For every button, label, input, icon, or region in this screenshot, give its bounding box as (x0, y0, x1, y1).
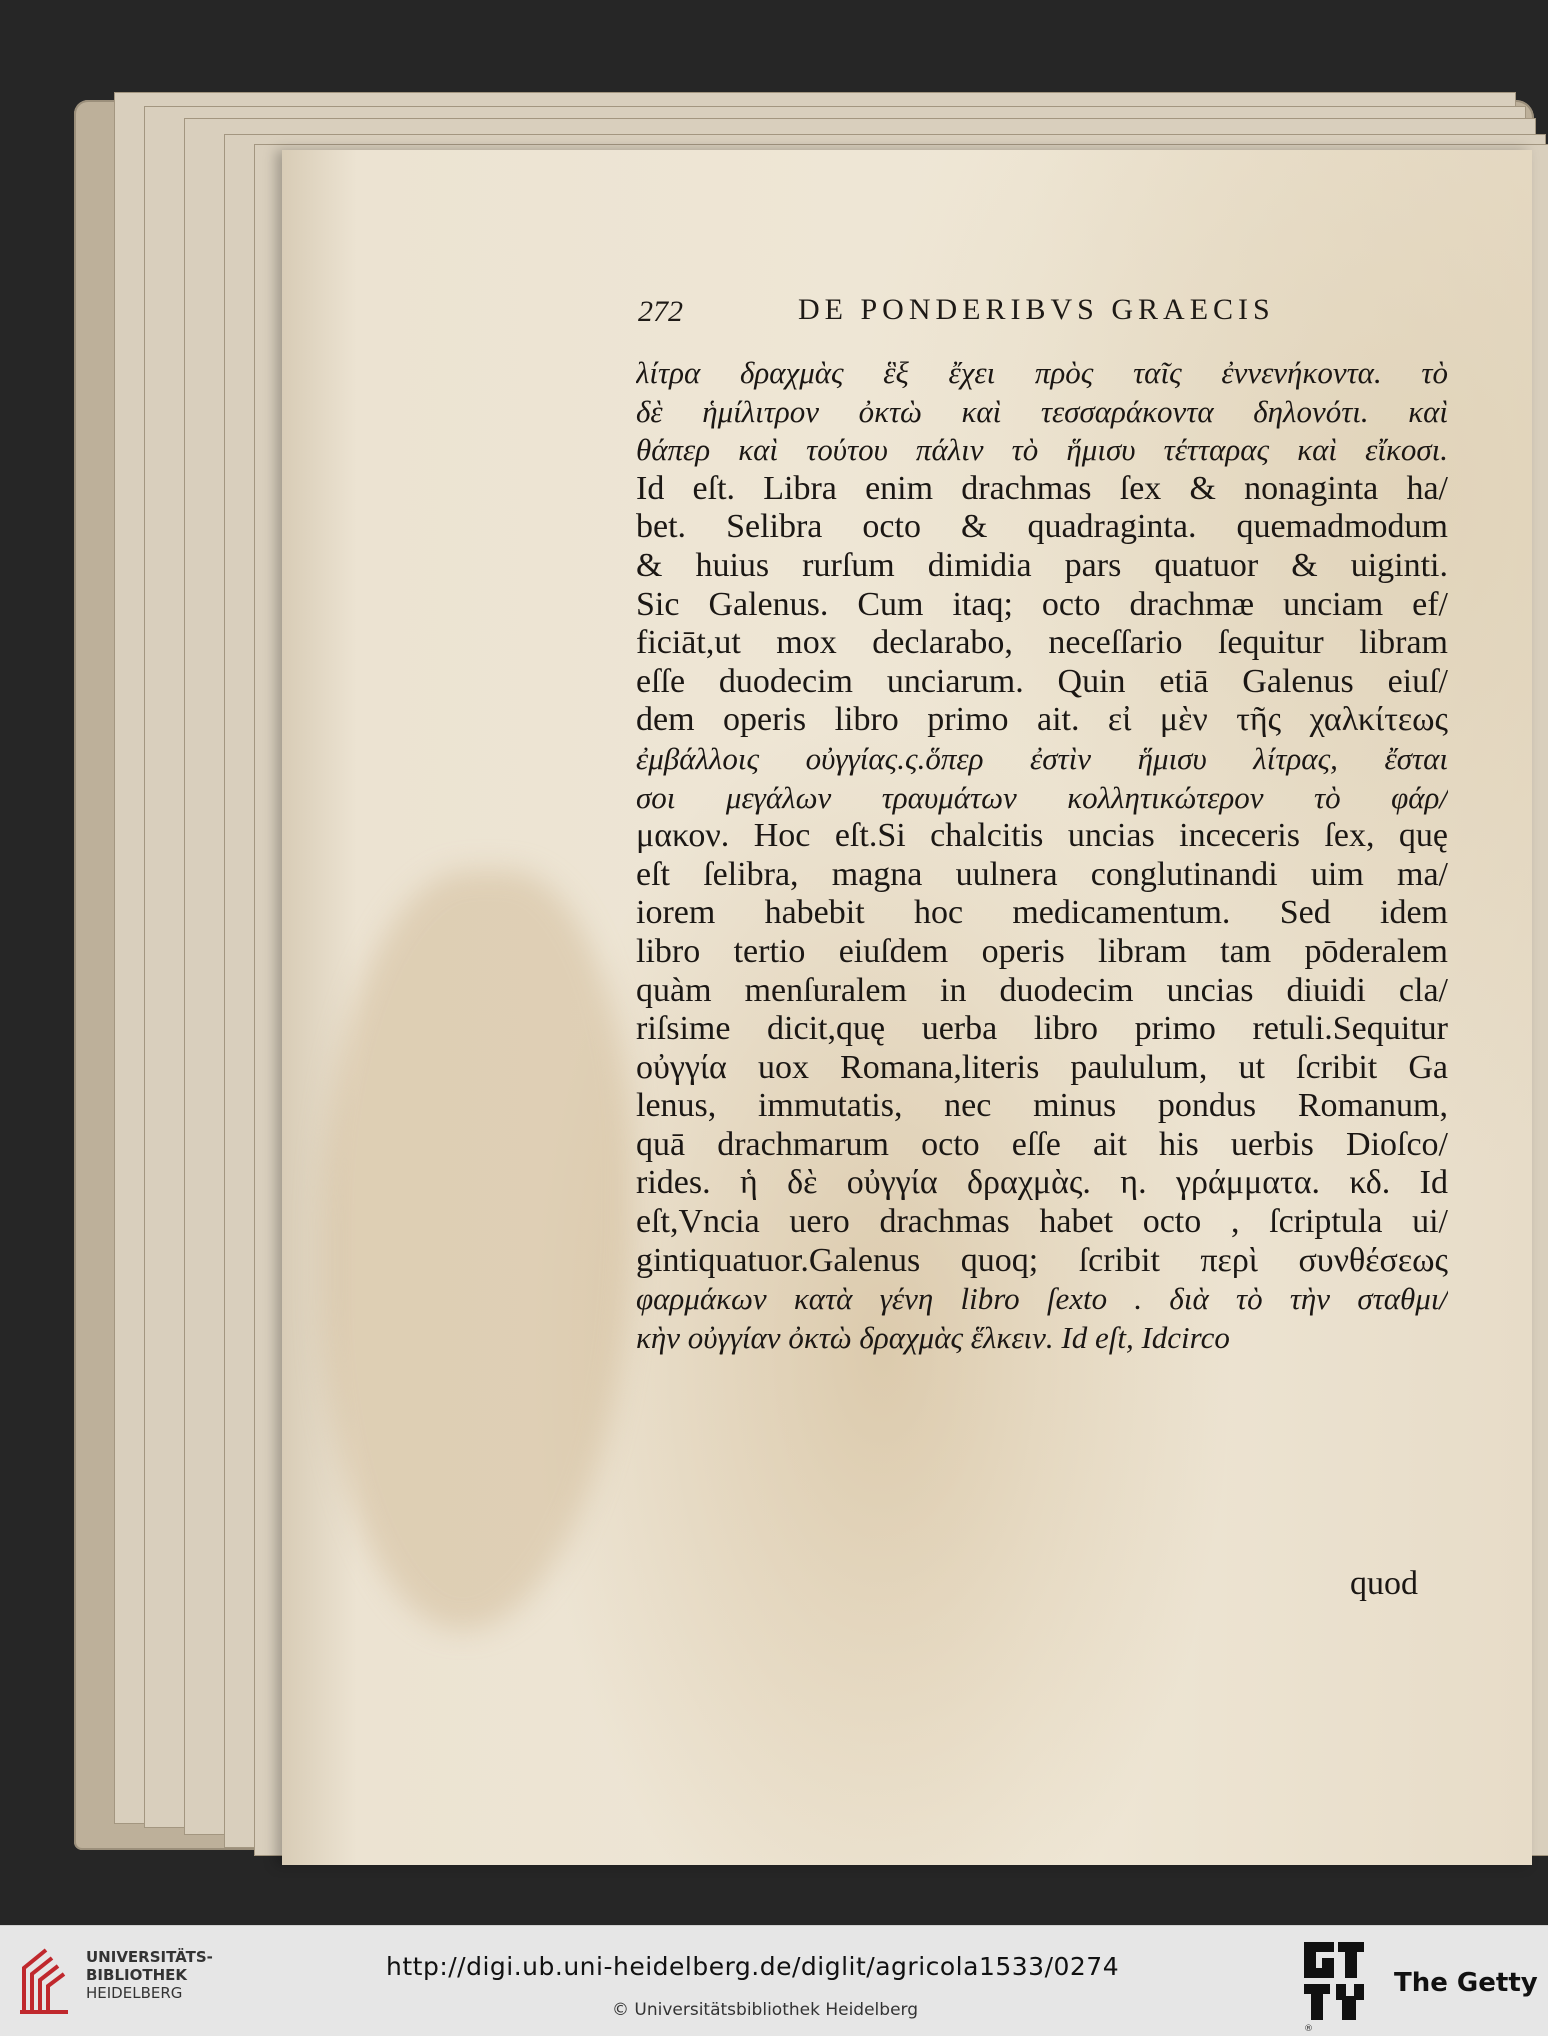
text-line: quàm menſuralem in duodecim uncias diuidi cla/ (636, 971, 1448, 1009)
text-line: οὐγγία uox Romana,literis paululum, ut ſcribit Ga (636, 1048, 1448, 1086)
viewer-footer (0, 1925, 1548, 2036)
text-line: lenus, immutatis, nec minus pondus Romanum, (636, 1087, 1448, 1125)
text-line: & huius rurſum dimidia pars quatuor & uiginti. (636, 546, 1448, 584)
library-name (86, 1948, 213, 2002)
catchword: quod (1350, 1565, 1418, 1602)
text-line: bet. Selibra octo & quadraginta. quemadmodum (636, 508, 1448, 546)
text-line: κὴν οὐγγίαν ὀκτὼ δραχμὰς ἕλκειν. Id eſt, Idcirco (636, 1319, 1230, 1355)
water-stain (322, 870, 632, 1630)
text-line: quā drachmarum octo eſſe ait his uerbis Dioſco/ (636, 1125, 1448, 1163)
text-line: eſt,Vncia uero drachmas habet octo , ſcriptula ui/ (636, 1203, 1448, 1241)
text-block (636, 354, 1448, 1357)
permalink-url[interactable]: http://digi.ub.uni-heidelberg.de/diglit/agricola1533/0274 (386, 1952, 1120, 1981)
copyright-notice: © Universitätsbibliothek Heidelberg (612, 2000, 919, 2020)
running-head (638, 293, 1448, 337)
text-line: gintiquatuor.Galenus quoq; ſcribit περὶ συνθέσεως (636, 1241, 1448, 1279)
ub-heidelberg-logo-icon[interactable] (16, 1940, 76, 2020)
text-line: eſſe duodecim unciarum. Quin etiā Galenus eiuſ/ (636, 662, 1448, 700)
text-line: rides. ἡ δὲ οὐγγία δραχμὰς. η. γράμματα. κδ. Id (636, 1164, 1448, 1202)
text-line: ficiāt,ut mox declarabo, neceſſario ſequitur libram (636, 624, 1448, 662)
library-name-line: BIBLIOTHEK (86, 1966, 187, 1984)
text-line: λίτρα δραχμὰς ἓξ ἔχει πρὸς ταῖς ἐννενήκοντα. τὸ (636, 355, 1448, 390)
text-line: θάπερ καὶ τούτου πάλιν τὸ ἥμισυ τέτταρας καὶ εἴκοσι. (636, 432, 1448, 468)
text-line: Sic Galenus. Cum itaq; octo drachmæ unciam ef/ (636, 585, 1448, 623)
running-head-title: DE PONDERIBVS GRAECIS (798, 293, 1275, 326)
text-line: δὲ ἡμίλιτρον ὀκτὼ καὶ τεσσαράκοντα δηλονότι. καὶ (636, 393, 1448, 429)
text-line: μακον. Hoc eſt.Si chalcitis uncias inceceris ſex, quę (636, 817, 1448, 855)
text-line: riſsime dicit,quę uerba libro primo retuli.Sequitur (636, 1010, 1448, 1048)
text-line: Id eſt. Libra enim drachmas ſex & nonaginta ha/ (636, 469, 1448, 507)
text-line: ἐμβάλλοις οὐγγίας.ς.ὅπερ ἐστὶν ἥμισυ λίτρας, ἔσται (636, 740, 1448, 776)
registered-mark: ® (1304, 2024, 1313, 2034)
text-line: iorem habebit hoc medicamentum. Sed idem (636, 894, 1448, 932)
text-line: φαρμάκων κατὰ γένη libro ſexto . διὰ τὸ τὴν σταθμι/ (636, 1281, 1448, 1317)
getty-name: The Getty (1394, 1968, 1538, 1998)
getty-logo-icon[interactable] (1302, 1940, 1366, 2022)
page-number: 272 (638, 295, 683, 328)
text-line: eſt ſelibra, magna uulnera conglutinandi uim ma/ (636, 855, 1448, 893)
text-line: dem operis libro primo ait. εἰ μὲν τῆς χαλκίτεως (636, 701, 1448, 739)
text-line: σοι μεγάλων τραυμάτων κολλητικώτερον τὸ φάρ/ (636, 779, 1448, 815)
library-name-line: HEIDELBERG (86, 1984, 183, 2002)
library-name-line: UNIVERSITÄTS- (86, 1948, 213, 1966)
text-line: libro tertio eiuſdem operis libram tam pōderalem (636, 932, 1448, 970)
